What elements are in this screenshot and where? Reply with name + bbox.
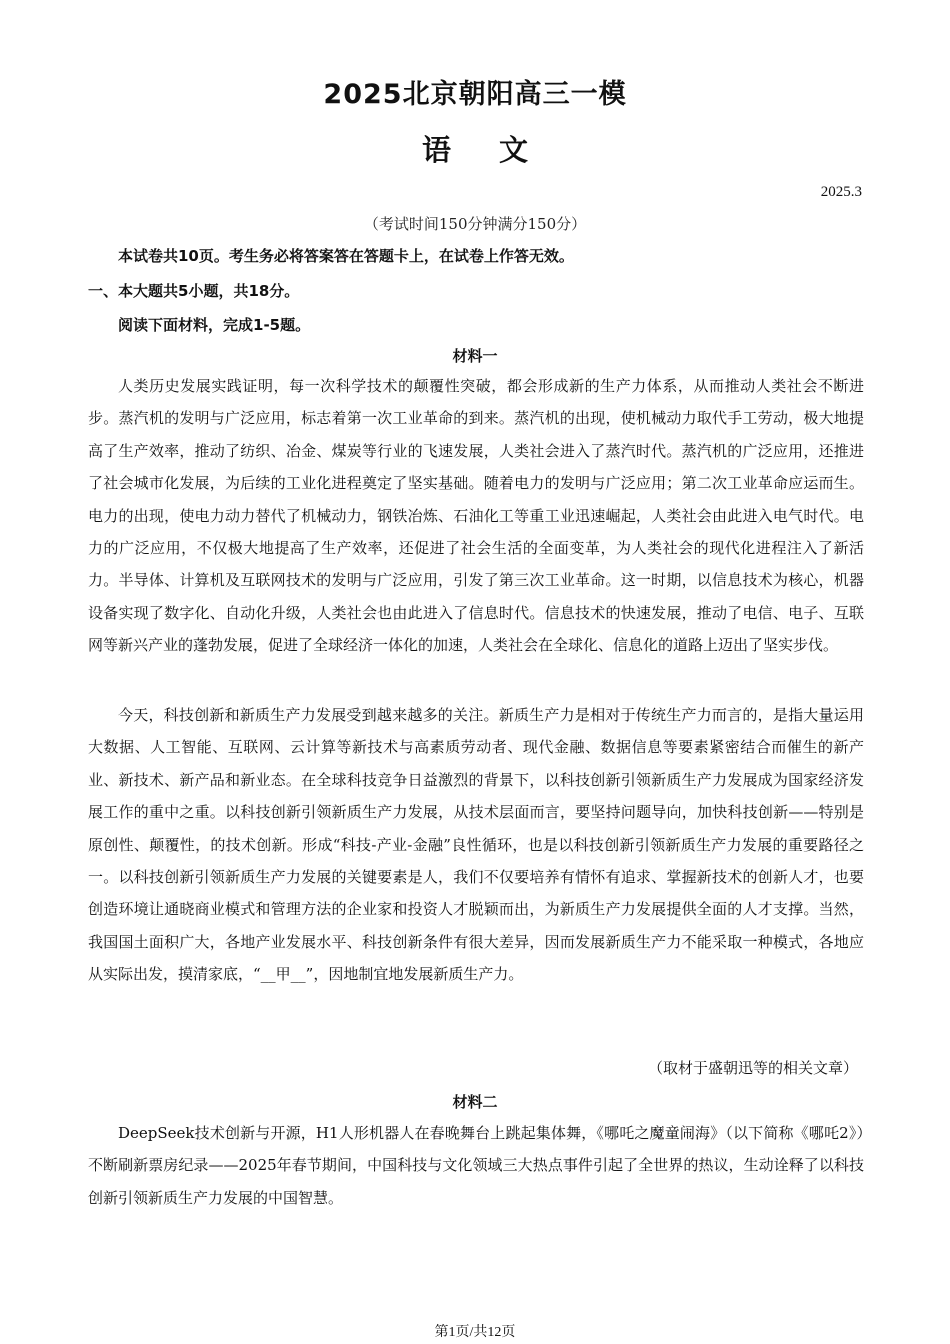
material-two-paragraph-1: DeepSeek技术创新与开源，H1人形机器人在春晚舞台上跳起集体舞，《哪吒之魔童闹海》（以下简称《哪吒2》）不断刷新票房纪录——2025年春节期间，中国科技与文化领域三大热点事件引起了全世界的热议，生动诠释了以科技创新引领新质生产力发展的中国智慧。 (88, 1124, 864, 1207)
material-one-paragraph-2: 今天，科技创新和新质生产力发展受到越来越多的关注。新质生产力是相对于传统生产力而言的，是指大量运用大数据、人工智能、互联网、云计算等新技术与高素质劳动者、现代金融、数据信息等要素紧密结合而催生的新产业、新技术、新产品和新业态。在全球科技竞争日益激烈的背景下，以科技创新引领新质生产力发展成为国家经济发展工作的重中之重。以科技创新引领新质生产力发展，从技术层面而言，要坚持问题导向，加快科技创新——特别是原创性、颠覆性，的技术创新。形成“科技-产业-金融”良性循环，也是以科技创新引领新质生产力发展的重要路径之一。以科技创新引领新质生产力发展的关键要素是人，我们不仅要培养有情怀有追求、掌握新技术的创新人才，也要创造环境让通晓商业模式和管理方法的企业家和投资人才脱颖而出，为新质生产力发展提供全面的人才支撑。当然，我国国土面积广大，各地产业发展水平、科技创新条件有很大差异，因而发展新质生产力不能采取一种模式，各地应从实际出发，摸清家底，“__甲__”，因地制宜地发展新质生产力。 (88, 706, 864, 984)
exam-time-note: （考试时间150分钟满分150分） (363, 215, 587, 233)
reading-instruction: 阅读下面材料，完成1-5题。 (118, 316, 311, 334)
exam-date: 2025.3 (820, 184, 862, 200)
exam-title: 2025北京朝阳高三一模 (323, 79, 627, 110)
material-one-source: （取材于盛朝迅等的相关文章） (647, 1059, 858, 1077)
page-number: 第1页/共12页 (434, 1325, 516, 1340)
material-one-title: 材料一 (452, 347, 498, 365)
subject-title: 语文 (421, 133, 576, 167)
material-two-title: 材料二 (452, 1093, 498, 1111)
section-heading: 一、本大题共5小题，共18分。 (88, 282, 300, 300)
exam-notice: 本试卷共10页。考生务必将答案答在答题卡上，在试卷上作答无效。 (118, 247, 574, 265)
material-one-paragraph-1: 人类历史发展实践证明，每一次科学技术的颠覆性突破，都会形成新的生产力体系，从而推动人类社会不断进步。蒸汽机的发明与广泛应用，标志着第一次工业革命的到来。蒸汽机的出现，使机械动力取代手工劳动，极大地提高了生产效率，推动了纺织、冶金、煤炭等行业的飞速发展，人类社会进入了蒸汽时代。蒸汽机的广泛应用，还推进了社会城市化发展，为后续的工业化进程奠定了坚实基础。随着电力的发明与广泛应用；第二次工业革命应运而生。电力的出现，使电力动力替代了机械动力，钢铁冶炼、石油化工等重工业迅速崛起，人类社会由此进入电气时代。电力的广泛应用，不仅极大地提高了生产效率，还促进了社会生活的全面变革，为人类社会的现代化进程注入了新活力。半导体、计算机及互联网技术的发明与广泛应用，引发了第三次工业革命。这一时期，以信息技术为核心，机器设备实现了数字化、自动化升级，人类社会也由此进入了信息时代。信息技术的快速发展，推动了电信、电子、互联网等新兴产业的蓬勃发展，促进了全球经济一体化的加速，人类社会在全球化、信息化的道路上迈出了坚实步伐。 (88, 377, 864, 655)
